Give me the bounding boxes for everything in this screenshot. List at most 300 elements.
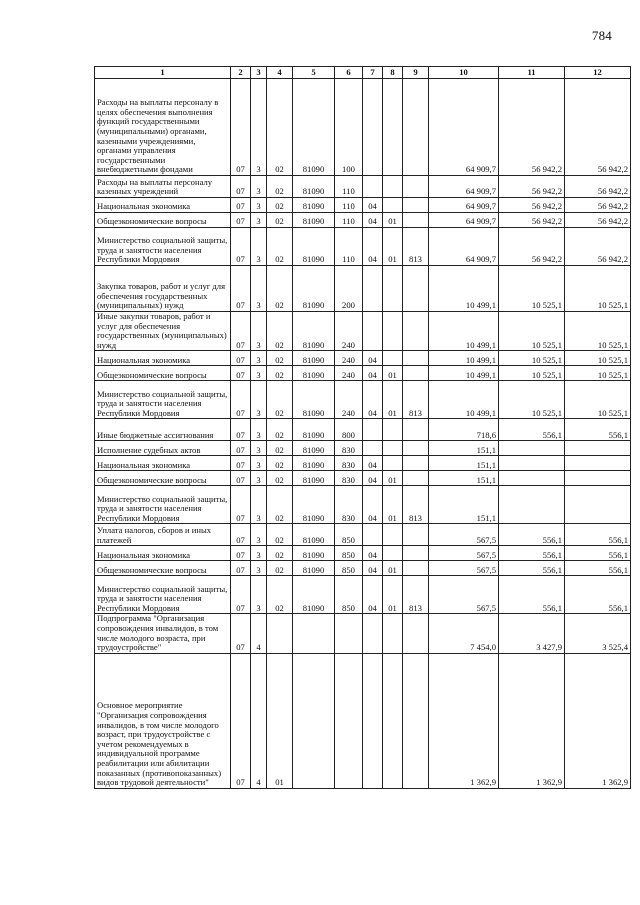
cell-col-8: 01 bbox=[383, 213, 403, 228]
cell-col-7 bbox=[363, 614, 383, 653]
cell-col-12: 556,1 bbox=[565, 419, 631, 441]
cell-col-11: 56 942,2 bbox=[499, 176, 565, 198]
cell-col-7: 04 bbox=[363, 213, 383, 228]
row-name: Министерство социальной защиты, труда и занятости населения Республики Мордовия bbox=[97, 235, 228, 265]
cell-col-3: 3 bbox=[251, 366, 267, 381]
cell-col-10: 151,1 bbox=[429, 456, 499, 471]
row-name-cell bbox=[95, 176, 231, 198]
cell-col-12: 56 942,2 bbox=[565, 213, 631, 228]
cell-col-2: 07 bbox=[231, 456, 251, 471]
cell-col-10: 567,5 bbox=[429, 546, 499, 561]
table-row bbox=[95, 351, 631, 366]
cell-col-10: 567,5 bbox=[429, 561, 499, 576]
cell-col-4: 01 bbox=[267, 653, 293, 788]
cell-col-4: 02 bbox=[267, 266, 293, 312]
cell-col-9: 813 bbox=[403, 228, 429, 266]
cell-col-10: 10 499,1 bbox=[429, 366, 499, 381]
table-row bbox=[95, 198, 631, 213]
cell-col-7: 04 bbox=[363, 471, 383, 486]
cell-col-6: 110 bbox=[335, 228, 363, 266]
cell-col-10: 151,1 bbox=[429, 471, 499, 486]
cell-col-5: 81090 bbox=[293, 79, 335, 176]
cell-col-5: 81090 bbox=[293, 546, 335, 561]
cell-col-2: 07 bbox=[231, 486, 251, 524]
cell-col-11: 556,1 bbox=[499, 419, 565, 441]
table-body bbox=[95, 79, 631, 789]
table-row bbox=[95, 366, 631, 381]
row-name-cell bbox=[95, 546, 231, 561]
row-name-cell bbox=[95, 441, 231, 456]
cell-col-2: 07 bbox=[231, 546, 251, 561]
cell-col-6: 830 bbox=[335, 456, 363, 471]
cell-col-10: 64 909,7 bbox=[429, 79, 499, 176]
cell-col-7: 04 bbox=[363, 486, 383, 524]
cell-col-5: 81090 bbox=[293, 213, 335, 228]
cell-col-12: 56 942,2 bbox=[565, 79, 631, 176]
cell-col-6: 830 bbox=[335, 441, 363, 456]
table-row bbox=[95, 441, 631, 456]
row-name: Общеэкономические вопросы bbox=[97, 369, 207, 380]
cell-col-5: 81090 bbox=[293, 176, 335, 198]
cell-col-3: 3 bbox=[251, 198, 267, 213]
cell-col-10: 151,1 bbox=[429, 486, 499, 524]
cell-col-6: 830 bbox=[335, 471, 363, 486]
row-name-cell bbox=[95, 79, 231, 176]
row-name: Основное мероприятие "Организация сопровождения инвалидов, в том числе молодого возраст, при трудоустройстве с учетом рекомендуемых в индивидуальной программе реабилитации или абилитации показанных (противопоказанных) видов трудовой деятельности" bbox=[97, 700, 222, 788]
cell-col-7 bbox=[363, 653, 383, 788]
cell-col-10: 718,6 bbox=[429, 419, 499, 441]
cell-col-6: 240 bbox=[335, 381, 363, 419]
cell-col-12: 10 525,1 bbox=[565, 266, 631, 312]
row-name: Общеэкономические вопросы bbox=[97, 564, 207, 575]
cell-col-8 bbox=[383, 456, 403, 471]
cell-col-11: 56 942,2 bbox=[499, 213, 565, 228]
cell-col-12: 56 942,2 bbox=[565, 198, 631, 213]
column-header-4: 4 bbox=[267, 67, 293, 79]
cell-col-6 bbox=[335, 614, 363, 653]
table-row bbox=[95, 312, 631, 351]
cell-col-3: 3 bbox=[251, 351, 267, 366]
cell-col-6: 110 bbox=[335, 213, 363, 228]
cell-col-4: 02 bbox=[267, 561, 293, 576]
cell-col-8: 01 bbox=[383, 471, 403, 486]
cell-col-9 bbox=[403, 176, 429, 198]
cell-col-12: 556,1 bbox=[565, 546, 631, 561]
cell-col-7 bbox=[363, 79, 383, 176]
table-row bbox=[95, 524, 631, 546]
column-header-11: 11 bbox=[499, 67, 565, 79]
cell-col-4: 02 bbox=[267, 312, 293, 351]
cell-col-12 bbox=[565, 456, 631, 471]
cell-col-11: 10 525,1 bbox=[499, 266, 565, 312]
cell-col-7: 04 bbox=[363, 546, 383, 561]
cell-col-2: 07 bbox=[231, 312, 251, 351]
cell-col-9 bbox=[403, 213, 429, 228]
row-name-cell bbox=[95, 419, 231, 441]
cell-col-3: 4 bbox=[251, 653, 267, 788]
cell-col-5: 81090 bbox=[293, 381, 335, 419]
cell-col-10: 64 909,7 bbox=[429, 228, 499, 266]
cell-col-5: 81090 bbox=[293, 198, 335, 213]
column-header-3: 3 bbox=[251, 67, 267, 79]
cell-col-3: 3 bbox=[251, 456, 267, 471]
cell-col-5: 81090 bbox=[293, 561, 335, 576]
cell-col-7 bbox=[363, 312, 383, 351]
cell-col-7 bbox=[363, 266, 383, 312]
cell-col-6: 850 bbox=[335, 576, 363, 614]
cell-col-4: 02 bbox=[267, 486, 293, 524]
cell-col-6: 110 bbox=[335, 198, 363, 213]
cell-col-8: 01 bbox=[383, 576, 403, 614]
cell-col-7: 04 bbox=[363, 381, 383, 419]
row-name: Министерство социальной защиты, труда и занятости населения Республики Мордовия bbox=[97, 583, 228, 613]
cell-col-9 bbox=[403, 614, 429, 653]
cell-col-9 bbox=[403, 653, 429, 788]
row-name-cell bbox=[95, 653, 231, 788]
cell-col-4: 02 bbox=[267, 213, 293, 228]
row-name: Иные бюджетные ассигнования bbox=[97, 429, 214, 440]
row-name: Национальная экономика bbox=[97, 459, 191, 470]
cell-col-4: 02 bbox=[267, 524, 293, 546]
table-row bbox=[95, 471, 631, 486]
cell-col-8 bbox=[383, 79, 403, 176]
row-name: Исполнение судебных актов bbox=[97, 444, 201, 455]
cell-col-8 bbox=[383, 266, 403, 312]
column-header-12: 12 bbox=[565, 67, 631, 79]
cell-col-8 bbox=[383, 614, 403, 653]
cell-col-4 bbox=[267, 614, 293, 653]
table-row bbox=[95, 419, 631, 441]
cell-col-5: 81090 bbox=[293, 228, 335, 266]
cell-col-5: 81090 bbox=[293, 576, 335, 614]
cell-col-11: 56 942,2 bbox=[499, 79, 565, 176]
column-header-10: 10 bbox=[429, 67, 499, 79]
cell-col-8: 01 bbox=[383, 486, 403, 524]
cell-col-12: 556,1 bbox=[565, 561, 631, 576]
page-number: 784 bbox=[591, 28, 612, 43]
row-name-cell bbox=[95, 366, 231, 381]
cell-col-2: 07 bbox=[231, 419, 251, 441]
cell-col-4: 02 bbox=[267, 456, 293, 471]
cell-col-9 bbox=[403, 561, 429, 576]
cell-col-5: 81090 bbox=[293, 266, 335, 312]
cell-col-6: 800 bbox=[335, 419, 363, 441]
cell-col-11: 10 525,1 bbox=[499, 381, 565, 419]
cell-col-6: 850 bbox=[335, 546, 363, 561]
cell-col-7 bbox=[363, 441, 383, 456]
row-name-cell bbox=[95, 471, 231, 486]
cell-col-12: 556,1 bbox=[565, 576, 631, 614]
table-row bbox=[95, 228, 631, 266]
cell-col-7 bbox=[363, 419, 383, 441]
cell-col-12: 10 525,1 bbox=[565, 312, 631, 351]
row-name-cell bbox=[95, 576, 231, 614]
cell-col-11: 556,1 bbox=[499, 561, 565, 576]
cell-col-9 bbox=[403, 441, 429, 456]
cell-col-10: 151,1 bbox=[429, 441, 499, 456]
cell-col-10: 567,5 bbox=[429, 524, 499, 546]
cell-col-12: 56 942,2 bbox=[565, 176, 631, 198]
column-header-1: 1 bbox=[95, 67, 231, 79]
cell-col-2: 07 bbox=[231, 471, 251, 486]
cell-col-6: 110 bbox=[335, 176, 363, 198]
cell-col-3: 3 bbox=[251, 213, 267, 228]
row-name-cell bbox=[95, 351, 231, 366]
cell-col-5: 81090 bbox=[293, 486, 335, 524]
cell-col-3: 3 bbox=[251, 312, 267, 351]
cell-col-4: 02 bbox=[267, 198, 293, 213]
cell-col-3: 3 bbox=[251, 419, 267, 441]
table-row bbox=[95, 614, 631, 653]
cell-col-10: 10 499,1 bbox=[429, 266, 499, 312]
cell-col-12: 56 942,2 bbox=[565, 228, 631, 266]
cell-col-7: 04 bbox=[363, 366, 383, 381]
cell-col-3: 3 bbox=[251, 546, 267, 561]
cell-col-7: 04 bbox=[363, 456, 383, 471]
cell-col-5: 81090 bbox=[293, 441, 335, 456]
row-name: Уплата налогов, сборов и иных платежей bbox=[97, 525, 212, 545]
row-name: Министерство социальной защиты, труда и занятости населения Республики Мордовия bbox=[97, 388, 228, 418]
cell-col-7 bbox=[363, 524, 383, 546]
cell-col-2: 07 bbox=[231, 198, 251, 213]
cell-col-11: 56 942,2 bbox=[499, 198, 565, 213]
cell-col-7 bbox=[363, 176, 383, 198]
row-name: Расходы на выплаты персоналу казенных учреждений bbox=[97, 176, 213, 197]
cell-col-4: 02 bbox=[267, 576, 293, 614]
cell-col-10: 64 909,7 bbox=[429, 176, 499, 198]
cell-col-11: 3 427,9 bbox=[499, 614, 565, 653]
cell-col-9 bbox=[403, 524, 429, 546]
row-name: Общеэкономические вопросы bbox=[97, 474, 207, 485]
cell-col-6: 240 bbox=[335, 366, 363, 381]
cell-col-10: 10 499,1 bbox=[429, 351, 499, 366]
cell-col-3: 3 bbox=[251, 228, 267, 266]
cell-col-3: 3 bbox=[251, 486, 267, 524]
cell-col-3: 3 bbox=[251, 561, 267, 576]
cell-col-9 bbox=[403, 546, 429, 561]
cell-col-7: 04 bbox=[363, 351, 383, 366]
cell-col-11 bbox=[499, 441, 565, 456]
row-name-cell bbox=[95, 312, 231, 351]
cell-col-4: 02 bbox=[267, 351, 293, 366]
table-row bbox=[95, 266, 631, 312]
column-header-7: 7 bbox=[363, 67, 383, 79]
cell-col-4: 02 bbox=[267, 381, 293, 419]
row-name: Национальная экономика bbox=[97, 354, 191, 365]
cell-col-3: 4 bbox=[251, 614, 267, 653]
cell-col-11 bbox=[499, 486, 565, 524]
cell-col-8 bbox=[383, 351, 403, 366]
row-name-cell bbox=[95, 614, 231, 653]
row-name-cell bbox=[95, 228, 231, 266]
cell-col-2: 07 bbox=[231, 351, 251, 366]
cell-col-3: 3 bbox=[251, 381, 267, 419]
cell-col-8 bbox=[383, 524, 403, 546]
cell-col-9 bbox=[403, 198, 429, 213]
cell-col-8: 01 bbox=[383, 228, 403, 266]
cell-col-11: 10 525,1 bbox=[499, 312, 565, 351]
cell-col-2: 07 bbox=[231, 653, 251, 788]
cell-col-9 bbox=[403, 266, 429, 312]
cell-col-5 bbox=[293, 614, 335, 653]
cell-col-3: 3 bbox=[251, 79, 267, 176]
cell-col-2: 07 bbox=[231, 228, 251, 266]
cell-col-6: 200 bbox=[335, 266, 363, 312]
row-name-cell bbox=[95, 561, 231, 576]
cell-col-6: 240 bbox=[335, 312, 363, 351]
row-name-cell bbox=[95, 381, 231, 419]
cell-col-9 bbox=[403, 312, 429, 351]
cell-col-6: 240 bbox=[335, 351, 363, 366]
cell-col-6: 850 bbox=[335, 561, 363, 576]
cell-col-9: 813 bbox=[403, 381, 429, 419]
row-name-cell bbox=[95, 486, 231, 524]
cell-col-12: 3 525,4 bbox=[565, 614, 631, 653]
cell-col-7: 04 bbox=[363, 576, 383, 614]
cell-col-9: 813 bbox=[403, 576, 429, 614]
cell-col-11: 556,1 bbox=[499, 576, 565, 614]
row-name: Иные закупки товаров, работ и услуг для обеспечения государственных (муниципальных) нужд bbox=[97, 311, 227, 350]
cell-col-4: 02 bbox=[267, 228, 293, 266]
column-header-9: 9 bbox=[403, 67, 429, 79]
cell-col-2: 07 bbox=[231, 266, 251, 312]
row-name: Расходы на выплаты персоналу в целях обеспечения выполнения функций государственными (муниципальными) органами, казенными учреждениями, органами управления государственными внебюджетными фондами bbox=[97, 97, 219, 175]
row-name-cell bbox=[95, 266, 231, 312]
cell-col-4: 02 bbox=[267, 79, 293, 176]
cell-col-2: 07 bbox=[231, 524, 251, 546]
cell-col-4: 02 bbox=[267, 419, 293, 441]
cell-col-5: 81090 bbox=[293, 419, 335, 441]
cell-col-9 bbox=[403, 351, 429, 366]
cell-col-8 bbox=[383, 419, 403, 441]
row-name: Национальная экономика bbox=[97, 201, 191, 212]
cell-col-5: 81090 bbox=[293, 471, 335, 486]
cell-col-7: 04 bbox=[363, 561, 383, 576]
cell-col-2: 07 bbox=[231, 176, 251, 198]
row-name-cell bbox=[95, 198, 231, 213]
cell-col-8 bbox=[383, 441, 403, 456]
cell-col-3: 3 bbox=[251, 176, 267, 198]
cell-col-12: 10 525,1 bbox=[565, 366, 631, 381]
cell-col-11 bbox=[499, 456, 565, 471]
table-row bbox=[95, 486, 631, 524]
cell-col-3: 3 bbox=[251, 471, 267, 486]
table-row bbox=[95, 653, 631, 788]
cell-col-10: 64 909,7 bbox=[429, 198, 499, 213]
cell-col-10: 1 362,9 bbox=[429, 653, 499, 788]
cell-col-8 bbox=[383, 546, 403, 561]
cell-col-4: 02 bbox=[267, 471, 293, 486]
cell-col-11: 1 362,9 bbox=[499, 653, 565, 788]
cell-col-2: 07 bbox=[231, 576, 251, 614]
cell-col-8: 01 bbox=[383, 381, 403, 419]
cell-col-7: 04 bbox=[363, 198, 383, 213]
cell-col-11: 10 525,1 bbox=[499, 351, 565, 366]
cell-col-12: 10 525,1 bbox=[565, 381, 631, 419]
cell-col-12: 10 525,1 bbox=[565, 351, 631, 366]
cell-col-4: 02 bbox=[267, 546, 293, 561]
cell-col-8: 01 bbox=[383, 366, 403, 381]
table-row bbox=[95, 546, 631, 561]
cell-col-2: 07 bbox=[231, 561, 251, 576]
cell-col-9 bbox=[403, 366, 429, 381]
cell-col-8: 01 bbox=[383, 561, 403, 576]
table-row bbox=[95, 456, 631, 471]
cell-col-6 bbox=[335, 653, 363, 788]
cell-col-11: 556,1 bbox=[499, 524, 565, 546]
cell-col-5: 81090 bbox=[293, 524, 335, 546]
cell-col-12: 556,1 bbox=[565, 524, 631, 546]
cell-col-11 bbox=[499, 471, 565, 486]
cell-col-8 bbox=[383, 198, 403, 213]
row-name-cell bbox=[95, 213, 231, 228]
cell-col-10: 10 499,1 bbox=[429, 381, 499, 419]
cell-col-3: 3 bbox=[251, 441, 267, 456]
column-header-8: 8 bbox=[383, 67, 403, 79]
cell-col-10: 567,5 bbox=[429, 576, 499, 614]
column-header-6: 6 bbox=[335, 67, 363, 79]
row-name: Национальная экономика bbox=[97, 549, 191, 560]
cell-col-9 bbox=[403, 419, 429, 441]
table-row bbox=[95, 213, 631, 228]
table-row bbox=[95, 79, 631, 176]
cell-col-4: 02 bbox=[267, 441, 293, 456]
cell-col-4: 02 bbox=[267, 366, 293, 381]
column-header-5: 5 bbox=[293, 67, 335, 79]
cell-col-2: 07 bbox=[231, 614, 251, 653]
cell-col-2: 07 bbox=[231, 381, 251, 419]
cell-col-3: 3 bbox=[251, 266, 267, 312]
cell-col-11: 56 942,2 bbox=[499, 228, 565, 266]
cell-col-2: 07 bbox=[231, 441, 251, 456]
table-row bbox=[95, 381, 631, 419]
cell-col-4: 02 bbox=[267, 176, 293, 198]
cell-col-5: 81090 bbox=[293, 456, 335, 471]
cell-col-10: 7 454,0 bbox=[429, 614, 499, 653]
cell-col-3: 3 bbox=[251, 576, 267, 614]
cell-col-12 bbox=[565, 441, 631, 456]
table-row bbox=[95, 176, 631, 198]
row-name: Министерство социальной защиты, труда и занятости населения Республики Мордовия bbox=[97, 493, 228, 523]
cell-col-6: 100 bbox=[335, 79, 363, 176]
table-row bbox=[95, 576, 631, 614]
cell-col-5: 81090 bbox=[293, 351, 335, 366]
cell-col-11: 10 525,1 bbox=[499, 366, 565, 381]
cell-col-5: 81090 bbox=[293, 366, 335, 381]
row-name-cell bbox=[95, 456, 231, 471]
cell-col-2: 07 bbox=[231, 79, 251, 176]
cell-col-6: 850 bbox=[335, 524, 363, 546]
cell-col-9 bbox=[403, 79, 429, 176]
budget-table bbox=[94, 66, 631, 789]
cell-col-12 bbox=[565, 486, 631, 524]
cell-col-2: 07 bbox=[231, 213, 251, 228]
column-header-2: 2 bbox=[231, 67, 251, 79]
cell-col-12: 1 362,9 bbox=[565, 653, 631, 788]
cell-col-8 bbox=[383, 312, 403, 351]
cell-col-2: 07 bbox=[231, 366, 251, 381]
cell-col-11: 556,1 bbox=[499, 546, 565, 561]
cell-col-9 bbox=[403, 456, 429, 471]
table-row bbox=[95, 561, 631, 576]
cell-col-9 bbox=[403, 471, 429, 486]
cell-col-5: 81090 bbox=[293, 312, 335, 351]
cell-col-9: 813 bbox=[403, 486, 429, 524]
cell-col-12 bbox=[565, 471, 631, 486]
cell-col-6: 830 bbox=[335, 486, 363, 524]
cell-col-8 bbox=[383, 176, 403, 198]
row-name: Закупка товаров, работ и услуг для обеспечения государственных (муниципальных) нужд bbox=[97, 281, 226, 311]
